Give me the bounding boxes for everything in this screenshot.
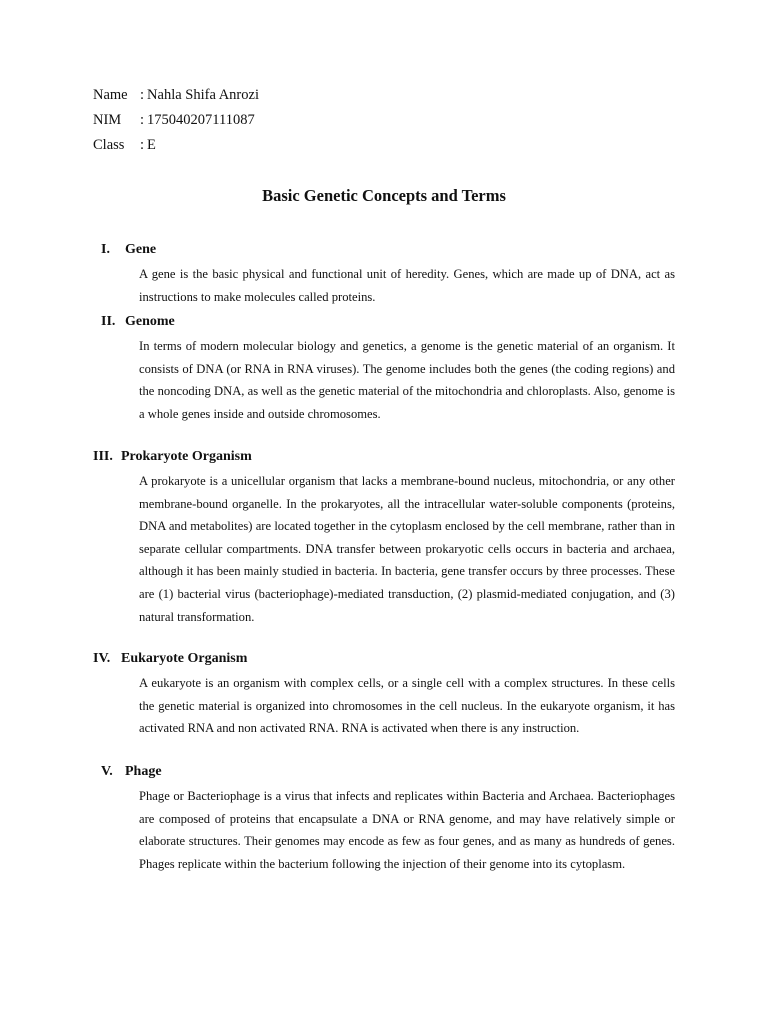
section-gene [93,241,675,308]
name-label: Name [93,87,128,103]
name-row [93,86,259,111]
student-info [93,86,259,161]
section-title: Eukaryote Organism [121,651,248,666]
class-row [93,136,259,161]
section-title: Genome [125,314,175,329]
class-separator: : [140,137,145,153]
section-title: Phage [125,764,162,779]
section-body: A prokaryote is a unicellular organism that lacks a membrane-bound nucleus, mitochondria, or any other membrane-bound organelle. In the prokaryotes, all the intracellular water-soluble components (proteins, DNA and metabolites) are located together in the cytoplasm enclosed by the cell membrane, rather than in separate cellular compartments. DNA transfer between prokaryotic cells occurs in bacteria and archaea, although it has been mainly studied in bacteria. In bacteria, gene transfer occurs by three processes. These are (1) bacterial virus (bacteriophage)-mediated transduction, (2) plasmid-mediated conjugation, and (3) natural transformation. [139,474,675,624]
name-separator: : [140,87,145,103]
section-heading [93,650,675,672]
section-body: A gene is the basic physical and functional unit of heredity. Genes, which are made up of DNA, act as instructions to make molecules called proteins. [139,267,675,304]
name-value: Nahla Shifa Anrozi [147,87,259,103]
section-body: In terms of modern molecular biology and genetics, a genome is the genetic material of an organism. It consists of DNA (or RNA in RNA viruses). The genome includes both the genes (the coding regions) and the noncoding DNA, as well as the genetic material of the mitochondria and chloroplasts. Also, genome is a whole genes inside and outside chromosomes. [139,339,675,421]
section-title: Gene [125,242,157,257]
section-number: V. [101,764,113,779]
section-genome [93,313,675,425]
section-heading [93,313,675,335]
section-heading [93,241,675,263]
nim-label: NIM [93,112,122,128]
section-number: IV. [93,651,111,666]
document-title: Basic Genetic Concepts and Terms [262,186,506,205]
section-body: A eukaryote is an organism with complex cells, or a single cell with a complex structures. In these cells the genetic material is organized into chromosomes in the cell nucleus. In the eukaryote organism, it has activated RNA and non activated RNA. RNA is activated when there is any instruction. [139,676,675,736]
section-body: Phage or Bacteriophage is a virus that infects and replicates within Bacteria and Archaea. Bacteriophages are composed of proteins that encapsulate a DNA or RNA genome, and may have relatively simple or elaborate structures. Their genomes may encode as few as four genes, and as many as hundreds of genes. Phages replicate within the bacterium following the injection of their genome into its cytoplasm. [139,789,675,871]
section-number: III. [93,449,113,464]
section-number: I. [101,242,110,257]
section-phage [93,763,675,875]
class-label: Class [93,137,125,153]
section-heading [93,763,675,785]
section-title: Prokaryote Organism [121,449,252,464]
section-eukaryote [93,650,675,740]
nim-value: 175040207111087 [147,112,255,128]
section-prokaryote [93,448,675,628]
section-heading [93,448,675,470]
nim-separator: : [140,112,145,128]
section-number: II. [101,314,116,329]
class-value: E [147,137,156,153]
nim-row [93,111,259,136]
